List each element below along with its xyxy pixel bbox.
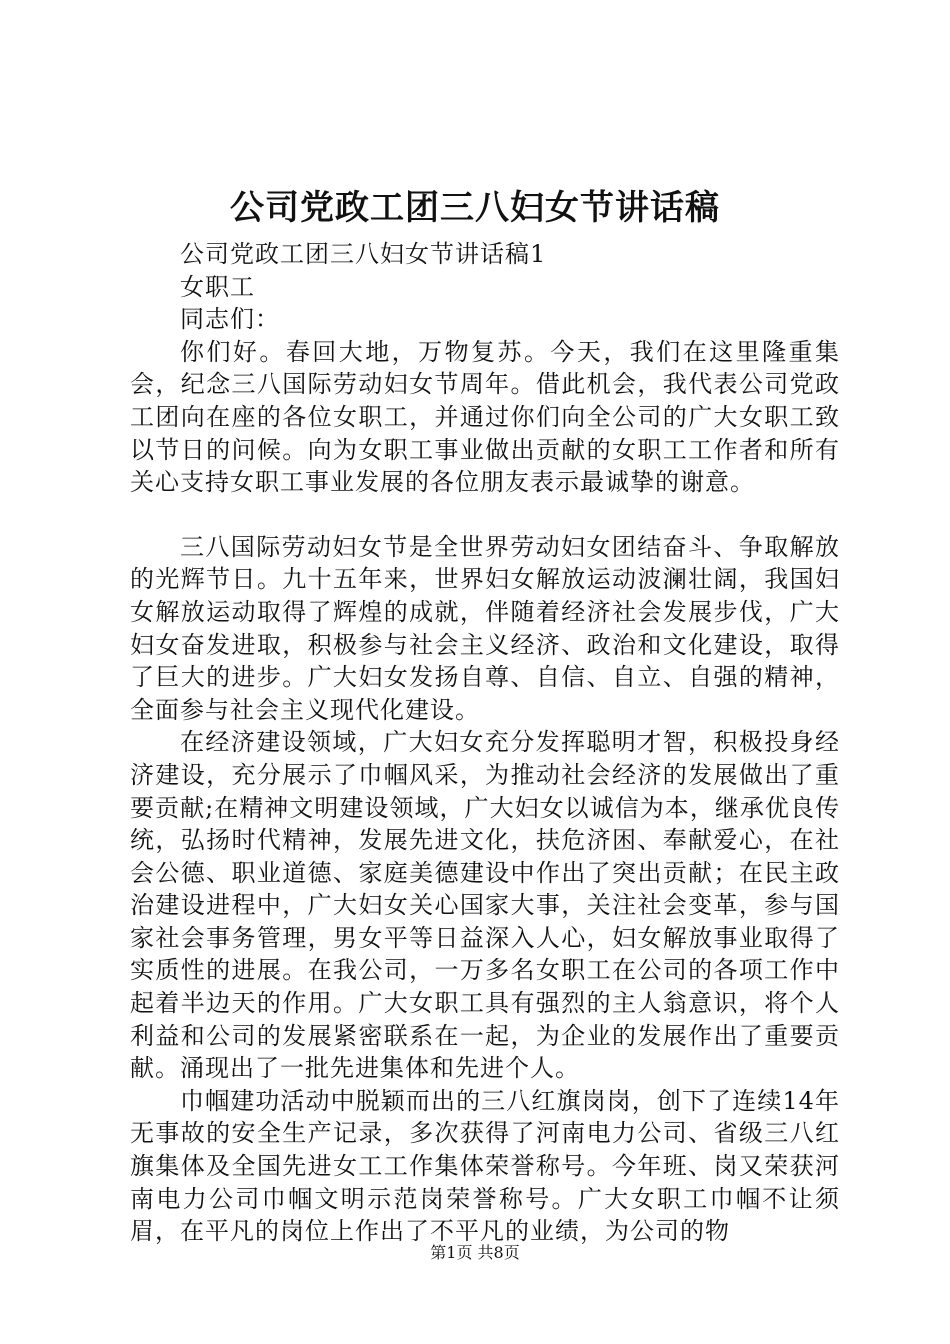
salutation-line: 同志们： xyxy=(180,305,280,334)
paragraph-achievements: 巾帼建功活动中脱颖而出的三八红旗岗岗，创下了连续14年无事故的安全生产记录，多次获得了河南电力公司、省级三八红旗集体及全国先进女工工作集体荣誉称号。今年班、岗又荣获河南电力公司巾帼文明示范岗荣誉称号。广大女职工巾帼不让须眉，在平凡的岗位上作出了不平凡的业绩，为公司的物 xyxy=(130,1086,840,1246)
audience-line: 女职工 xyxy=(180,272,255,301)
page-footer: 第1页 共8页 xyxy=(430,1243,520,1262)
document-title: 公司党政工团三八妇女节讲话稿 xyxy=(230,188,720,228)
paragraph-greeting: 你们好。春回大地，万物复苏。今天，我们在这里隆重集会，纪念三八国际劳动妇女节周年。借此机会，我代表公司党政工团向在座的各位女职工，并通过你们向全公司的广大女职工致以节日的问候。向为女职工事业做出贡献的女职工工作者和所有关心支持女职工事业发展的各位朋友表示最诚挚的谢意。 xyxy=(130,337,840,497)
paragraph-contributions: 在经济建设领域，广大妇女充分发挥聪明才智，积极投身经济建设，充分展示了巾帼风采，为推动社会经济的发展做出了重要贡献;在精神文明建设领域，广大妇女以诚信为本，继承优良传统，弘扬时代精神，发展先进文化，扶危济困、奉献爱心，在社会公德、职业道德、家庭美德建设中作出了突出贡献；在民主政治建设进程中，广大妇女关心国家大事，关注社会变革，参与国家社会事务管理，男女平等日益深入人心，妇女解放事业取得了实质性的进展。在我公司，一万多名女职工在公司的各项工作中起着半边天的作用。广大女职工具有强烈的主人翁意识，将个人利益和公司的发展紧密联系在一起，为企业的发展作出了重要贡献。涌现出了一批先进集体和先进个人。 xyxy=(130,728,840,1083)
document-body xyxy=(130,238,840,1248)
subtitle-line: 公司党政工团三八妇女节讲话稿1 xyxy=(180,240,547,268)
paragraph-holiday: 三八国际劳动妇女节是全世界劳动妇女团结奋斗、争取解放的光辉节日。九十五年来，世界妇女解放运动波澜壮阔，我国妇女解放运动取得了辉煌的成就，伴随着经济社会发展步伐，广大妇女奋发进取，积极参与社会主义经济、政治和文化建设，取得了巨大的进步。广大妇女发扬自尊、自信、自立、自强的精神，全面参与社会主义现代化建设。 xyxy=(130,532,840,724)
